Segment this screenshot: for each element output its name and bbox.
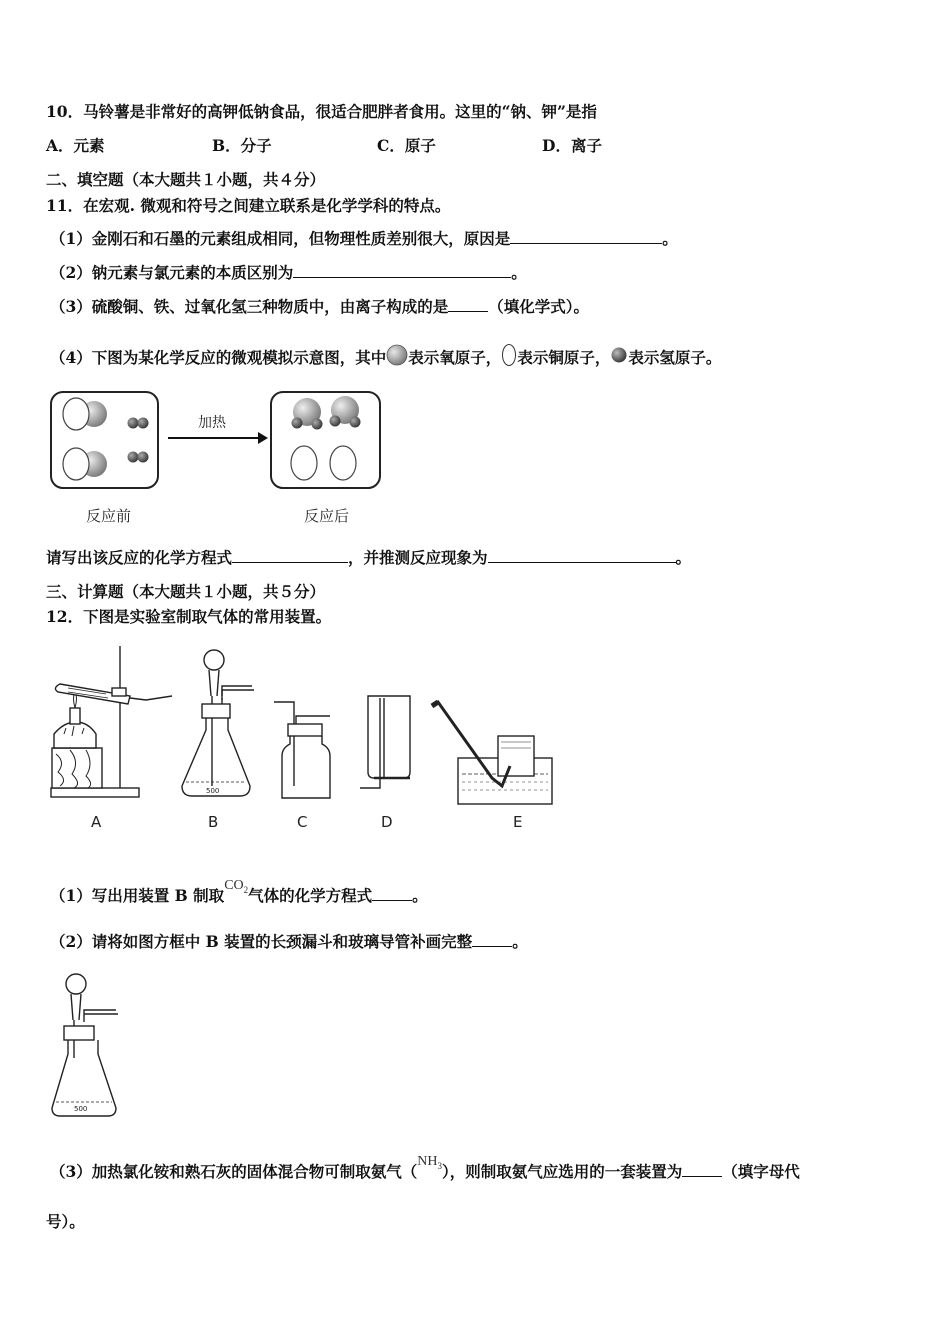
apparatus-label-b: B: [208, 813, 219, 831]
q11-part3-text: （3）硫酸铜、铁、过氧化氢三种物质中，由离子构成的是: [50, 297, 449, 316]
q11-part4-a: （4）下图为某化学反应的微观模拟示意图，其中: [50, 348, 387, 367]
nh3-apparatus-blank[interactable]: [682, 1162, 722, 1177]
reaction-micro-diagram: [46, 386, 386, 496]
q12-part3: [50, 1154, 800, 1188]
apparatus-b: [182, 650, 254, 796]
q11-part2-text: （2）钠元素与氯元素的本质区别为: [50, 263, 294, 282]
apparatus-label-d: D: [381, 813, 393, 831]
q11-part5-b: ，并推测反应现象为: [348, 548, 488, 567]
copper-atom-icon: [501, 343, 517, 367]
q12-part3-b: ），则制取氨气应选用的一套装置为: [442, 1162, 683, 1181]
apparatus-c: [274, 702, 330, 798]
co2-equation-blank[interactable]: [372, 886, 412, 901]
apparatus-label-e: E: [513, 813, 523, 831]
apparatus-label-a: A: [91, 813, 102, 831]
hydrogen-atom-icon: [610, 346, 628, 364]
q11-part1-end: 。: [662, 229, 678, 248]
q12-part2: [50, 932, 528, 952]
q12-part1-a: （1）写出用装置 B 制取: [50, 886, 225, 905]
q11-part4-b: 表示氧原子，: [408, 348, 502, 367]
reaction-arrow-head: [258, 432, 268, 444]
oxygen-atom-icon: [386, 344, 408, 366]
arrow-label: 加热: [198, 415, 226, 431]
q12-part3-continued: 号）。: [46, 1212, 85, 1231]
q11-part5-a: 请写出该反应的化学方程式: [46, 548, 233, 567]
q12-part1-c: 。: [412, 886, 428, 905]
q11-part2-answer-blank[interactable]: [293, 263, 511, 278]
q11-part3: [50, 297, 589, 317]
q12-part2-a: （2）请将如图方框中 B 装置的长颈漏斗和玻璃导管补画完整: [50, 932, 473, 951]
q11-part3-end: （填化学式）。: [488, 297, 590, 316]
section2-heading: 二、填空题（本大题共１小题，共４分）: [46, 170, 326, 189]
apparatus-label-c: C: [297, 813, 308, 831]
q11-part1-text: （1）金刚石和石墨的元素组成相同，但物理性质差别很大，原因是: [50, 229, 511, 248]
before-label: 反应前: [86, 507, 132, 525]
q12-part2-b: 。: [512, 932, 528, 951]
q12-part3-a: （3）加热氯化铵和熟石灰的固体混合物可制取氨气（: [50, 1162, 418, 1181]
copper-atom: [330, 446, 356, 480]
q10-option-d[interactable]: D．离子: [542, 136, 602, 155]
q11-part2-end: 。: [511, 263, 527, 282]
copper-atom: [291, 446, 317, 480]
q11-part5-c: 。: [675, 548, 692, 567]
q10-option-c[interactable]: C．原子: [377, 136, 436, 155]
after-label: 反应后: [304, 507, 350, 525]
phenomenon-answer-blank[interactable]: [488, 548, 676, 563]
after-box: [271, 392, 380, 488]
nh3-formula: $NH_3$: [417, 1154, 443, 1171]
copper-oxide-molecule: [63, 448, 107, 480]
q11-part4-c: 表示铜原子，: [517, 348, 611, 367]
equation-answer-blank[interactable]: [232, 548, 348, 563]
apparatus-a: [51, 646, 172, 797]
drawing-answer-blank[interactable]: [472, 932, 512, 947]
svg-text:500: 500: [206, 787, 220, 795]
q12-stem: 12．下图是实验室制取气体的常用装置。: [46, 607, 332, 626]
q11-part4: [50, 343, 721, 368]
q11-part3-answer-blank[interactable]: [448, 297, 488, 312]
q11-part5: [46, 548, 691, 568]
copper-oxide-molecule: [63, 398, 107, 430]
co2-formula: $CO_2$: [224, 878, 249, 895]
q11-part1-answer-blank[interactable]: [510, 229, 662, 244]
q10-stem: 10．马铃薯是非常好的高钾低钠食品，很适合肥胖者食用。这里的“钠、钾”是指: [46, 102, 597, 121]
svg-text:500: 500: [74, 1105, 88, 1113]
q11-part1: [50, 229, 678, 249]
q12-part1: [50, 878, 428, 912]
apparatus-e: [432, 702, 552, 804]
section3-heading: 三、计算题（本大题共１小题，共５分）: [46, 582, 326, 601]
q11-stem: 11．在宏观. 微观和符号之间建立联系是化学学科的特点。: [46, 196, 451, 215]
q10-option-a[interactable]: A．元素: [46, 136, 105, 155]
q11-part4-d: 表示氢原子。: [628, 348, 722, 367]
q10-option-b[interactable]: B．分子: [212, 136, 272, 155]
apparatus-d: [360, 696, 410, 788]
gas-apparatus-figure: [46, 638, 566, 813]
q12-part1-b: 气体的化学方程式: [248, 886, 373, 905]
q12-part3-c: （填字母代: [722, 1162, 800, 1181]
apparatus-b-incomplete: [46, 968, 136, 1120]
q11-part2: [50, 263, 527, 283]
